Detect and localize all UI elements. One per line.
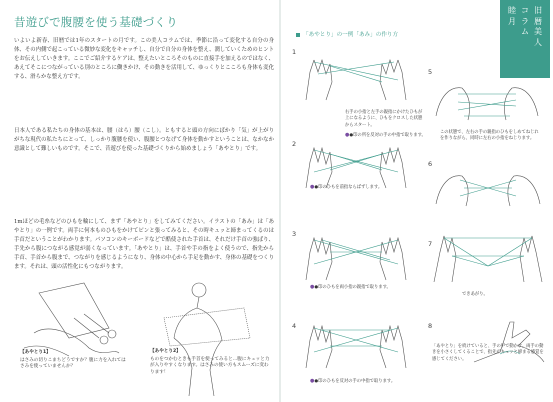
body-paragraph-3: 1mほどの毛糸などのひもを輪にして、まず「あやとり」をしてみてください。イラストの「あみ」は「あやとり」の一例です。両手に何本ものひもをかけてピンと張ってみると、その時キュッと締まってくるのは手首だということがわかります。パソコンのキーボードなどで酷使された手首は、それだけ手首の強ばり、手先から腹につながる感覚が弱くなっています。「あやとり」は、手首や手の指をよく使うので、指先から手首、手首から腹まで、つながりを感じるようになり、身体の中心から手足を動かす、身体の基礎をつくります。それは、頭の活性化にもつながります。 xyxy=(14,219,274,270)
step-number-6: 6 xyxy=(428,160,433,168)
step-number-4: 4 xyxy=(292,322,297,330)
step-1-note: 右手の小指と左手の親指にかけたひもが上になるように、ひもをクロスした状態からスタート。 xyxy=(345,110,423,128)
caption-b-title: 【あやとり2】 xyxy=(150,349,181,354)
column-tag xyxy=(500,0,550,78)
step-5-note: この状態で、左右の手の親指のひもをしめてねじれを作りながら、同時に左右の小指をねじります。 xyxy=(440,130,539,142)
body-paragraph-2: 日本人である私たちの身体の基本は、腰（はら）腰（こし）。ともすると頭の方向にばかり「気」が上がりがちな現代の私たちにとって、しっかり腹腰を使い、腹腰とつなげて身体を動かすということは、なかなか意識として難しいものです。そこで、昔遊びを使った基礎づくりから始めましょう「あやとり」です。 xyxy=(14,128,274,152)
step-4-dot-note: ●●印のひもを反対の手の中指で取ります。 xyxy=(310,378,396,384)
marker-dot-icon: ● xyxy=(310,184,315,190)
step-4-hands-illustration xyxy=(296,318,416,370)
marker-dot-icon: ● xyxy=(345,132,350,138)
marker-dot-icon: ● xyxy=(310,378,315,384)
section-heading-text: 「あやとり」の一例「あみ」の作り方 xyxy=(303,32,399,38)
step-7-finished-net-illustration xyxy=(430,226,546,284)
tag-line-2: コラム xyxy=(521,6,529,36)
step-5-hands-illustration xyxy=(428,76,546,136)
marker-dot-icon: ● xyxy=(310,284,315,290)
caption-b-text: ものをつかむときも手首を使ってみると…腹にキュッと力が入りやすくなります。はさみの使い方もスムーズに変わります！ xyxy=(150,356,270,375)
step-6-hands-illustration xyxy=(430,166,546,210)
step-number-7: 7 xyxy=(428,240,433,248)
step-1-hands-illustration xyxy=(296,52,416,104)
step-number-2: 2 xyxy=(292,140,297,148)
caption-ayatori-2 xyxy=(150,349,270,376)
caption-ayatori-1 xyxy=(20,350,130,371)
body-paragraph-1: いよいよ新春、旧暦では1年のスタートの月です。この美人コラムでは、季節に沿って変化する自分の身体、その内側で起こっている微妙な変化をキャッチし、自分で自分の身体を整え、潤していくためのヒントをお伝えしていきます。ここでご紹介するケアは、整えたいところそのものに直接手を加えるのではなく、あえてそこにつながっている別のところに働きかけ、その動きを活用して、ゆっくりとこころも身体も変化する、滑らかな整え方です。 xyxy=(14,38,274,80)
step-8-note: 「あやとり」を続けていると、手の甲で動かす。両手の動きを小さくしてくることで、指先がキュッと締まる感覚を感じてください。 xyxy=(432,344,544,362)
step-7-note: できあがり。 xyxy=(462,292,488,297)
tag-line-3: 睦月 xyxy=(508,6,516,26)
tag-line-1: 旧暦美人 xyxy=(534,6,542,47)
step-number-8: 8 xyxy=(428,322,433,330)
step-2-dot-note: ●●印のひもを前指ならばずします。 xyxy=(310,184,383,190)
illustration-scissors-and-woman xyxy=(14,278,270,400)
step-number-1: 1 xyxy=(292,48,297,56)
step-3-hands-illustration xyxy=(296,230,416,282)
step-number-3: 3 xyxy=(292,230,297,238)
square-bullet-icon xyxy=(296,33,300,37)
caption-a-text: はさみの切りこまちどうですか？腹に力を入れてはさみを使っていませんか？ xyxy=(20,357,126,370)
section-heading xyxy=(296,30,398,38)
caption-a-title: 【あやとり1】 xyxy=(20,350,51,355)
step-3-dot-note: ●●印のひもを両小指の親指で取ります。 xyxy=(310,284,391,290)
page-title: 昔遊びで腹腰を使う基礎づくり xyxy=(14,15,178,29)
step-1-dot-note: ●●印の所を反対の手の中指で取ります。 xyxy=(345,132,426,138)
step-number-5: 5 xyxy=(428,68,433,76)
step-2-hands-illustration xyxy=(296,142,416,190)
